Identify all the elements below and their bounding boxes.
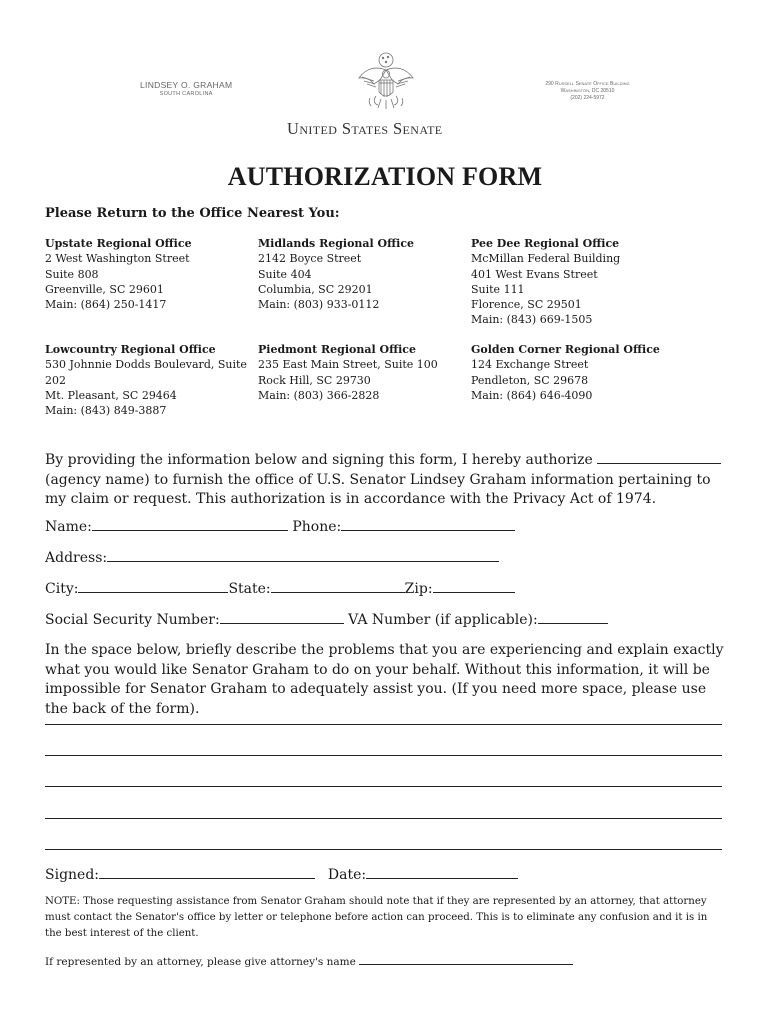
authorization-text-part1: By providing the information below and signing this form, I hereby authorize bbox=[45, 452, 593, 468]
signature-field[interactable] bbox=[99, 864, 315, 879]
office-name: Upstate Regional Office bbox=[45, 237, 192, 250]
description-line[interactable] bbox=[45, 786, 722, 787]
senate-heading: United States Senate bbox=[287, 119, 443, 138]
phone-field[interactable] bbox=[341, 516, 515, 531]
state-field[interactable] bbox=[271, 578, 405, 593]
office-name: Lowcountry Regional Office bbox=[45, 343, 216, 356]
address-label: Address: bbox=[45, 550, 108, 566]
office-line: 202 bbox=[45, 373, 66, 387]
office-line: Main: (843) 849-3887 bbox=[45, 404, 167, 418]
office-line: Florence, SC 29501 bbox=[471, 298, 582, 312]
va-number-field[interactable] bbox=[538, 609, 608, 624]
city-label: City: bbox=[45, 581, 79, 597]
office-phone: (202) 224-5972 bbox=[570, 95, 605, 101]
office-line: Main: (803) 366-2828 bbox=[258, 388, 380, 402]
office-line: 530 Johnnie Dodds Boulevard, Suite bbox=[45, 358, 247, 372]
zip-field[interactable] bbox=[433, 578, 515, 593]
office-line: 2142 Boyce Street bbox=[258, 252, 362, 266]
letterhead-right bbox=[525, 81, 650, 102]
phone-label: Phone: bbox=[292, 519, 342, 535]
zip-label: Zip: bbox=[404, 581, 433, 597]
state-label: State: bbox=[228, 581, 271, 597]
office-name: Midlands Regional Office bbox=[258, 237, 415, 250]
office-line: Suite 404 bbox=[258, 267, 312, 281]
name-field[interactable] bbox=[92, 516, 288, 531]
address-field[interactable] bbox=[107, 547, 499, 562]
name-label: Name: bbox=[45, 519, 92, 535]
ssn-label: Social Security Number: bbox=[45, 612, 220, 628]
office-line: Main: (864) 646-4090 bbox=[471, 388, 593, 402]
ssn-field[interactable] bbox=[220, 609, 344, 624]
date-label: Date: bbox=[327, 867, 367, 883]
authorization-text-part2: (agency name) to furnish the office of U.S. Senator Lindsey Graham information pertaining to my claim or request. This authorization is in accordance with the Privacy Act of 1974. bbox=[45, 471, 711, 507]
description-line[interactable] bbox=[45, 755, 722, 756]
description-line[interactable] bbox=[45, 818, 722, 819]
return-heading: Please Return to the Office Nearest You: bbox=[45, 206, 340, 221]
office-line: McMillan Federal Building bbox=[471, 252, 621, 266]
office-midlands bbox=[258, 236, 414, 312]
office-line: Pendleton, SC 29678 bbox=[471, 373, 589, 387]
name-phone-row bbox=[45, 516, 515, 536]
office-line: Main: (864) 250-1417 bbox=[45, 298, 167, 312]
office-line: Greenville, SC 29601 bbox=[45, 282, 164, 296]
address-row bbox=[45, 547, 499, 567]
office-pee-dee bbox=[471, 236, 620, 328]
signed-label: Signed: bbox=[45, 867, 100, 883]
office-line: Suite 111 bbox=[471, 282, 525, 296]
office-golden-corner bbox=[471, 342, 660, 403]
office-line: Mt. Pleasant, SC 29464 bbox=[45, 388, 177, 402]
office-piedmont bbox=[258, 342, 438, 403]
office-line: 401 West Evans Street bbox=[471, 267, 598, 281]
description-line[interactable] bbox=[45, 849, 722, 850]
office-line: Main: (803) 933-0112 bbox=[258, 298, 380, 312]
ssn-va-row bbox=[45, 609, 608, 629]
date-field[interactable] bbox=[366, 864, 518, 879]
office-line: Suite 808 bbox=[45, 267, 99, 281]
va-label: VA Number (if applicable): bbox=[348, 612, 538, 628]
city-state-zip-row bbox=[45, 578, 515, 598]
office-line: 124 Exchange Street bbox=[471, 358, 589, 372]
senator-name: LINDSEY O. GRAHAM bbox=[140, 80, 233, 90]
office-name: Piedmont Regional Office bbox=[258, 343, 416, 356]
office-address-line1: 290 Russell Senate Office Building bbox=[545, 81, 630, 87]
office-line: 2 West Washington Street bbox=[45, 252, 190, 266]
form-title: AUTHORIZATION FORM bbox=[227, 162, 543, 191]
office-line: Main: (843) 669-1505 bbox=[471, 313, 593, 327]
authorization-paragraph bbox=[45, 449, 730, 510]
office-lowcountry bbox=[45, 342, 247, 418]
description-line[interactable] bbox=[45, 724, 722, 725]
city-field[interactable] bbox=[78, 578, 228, 593]
office-name: Pee Dee Regional Office bbox=[471, 237, 620, 250]
office-line: Rock Hill, SC 29730 bbox=[258, 373, 371, 387]
office-line: Columbia, SC 29201 bbox=[258, 282, 373, 296]
instructions-paragraph: In the space below, briefly describe the problems that you are experiencing and explain exactly what you would like Senator Graham to do on your behalf. Without this information, it will be impossible for Senator Graham to adequately assist you. (If you need more space, please use the back of the form). bbox=[45, 642, 724, 717]
office-name: Golden Corner Regional Office bbox=[471, 343, 660, 356]
office-address-line2: Washington, DC 20510 bbox=[560, 88, 615, 94]
attorney-prompt: If represented by an attorney, please give attorney's name bbox=[45, 956, 356, 968]
attorney-note: NOTE: Those requesting assistance from Senator Graham should note that if they are represented by an attorney, that attorney must contact the Senator's office by letter or telephone before action can proceed. This is to eliminate any confusion and it is in the best interest of the client. bbox=[45, 896, 708, 939]
attorney-name-field[interactable] bbox=[359, 954, 573, 965]
letterhead-left bbox=[140, 80, 232, 97]
senator-state: SOUTH CAROLINA bbox=[159, 91, 213, 97]
office-line: 235 East Main Street, Suite 100 bbox=[258, 358, 438, 372]
senate-seal-icon bbox=[356, 50, 416, 112]
signature-row bbox=[45, 864, 518, 884]
attorney-row bbox=[45, 954, 573, 968]
agency-name-field[interactable] bbox=[597, 449, 721, 464]
office-upstate bbox=[45, 236, 192, 312]
